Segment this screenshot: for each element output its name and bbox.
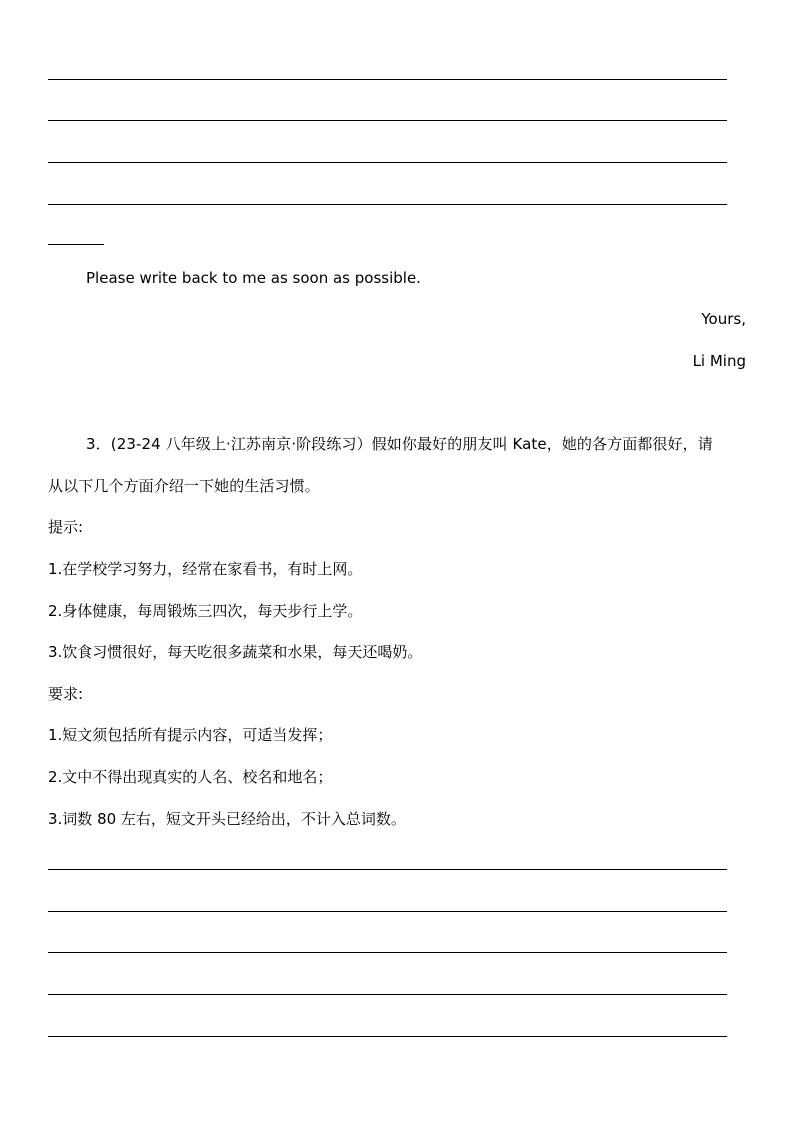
hint-item: 3.饮食习惯很好，每天吃很多蔬菜和水果，每天还喝奶。 bbox=[48, 643, 423, 661]
requirement-item: 3.词数 80 左右，短文开头已经给出，不计入总词数。 bbox=[48, 810, 406, 828]
letter-signoff: Yours, bbox=[701, 310, 746, 328]
writing-line bbox=[48, 120, 727, 121]
letter-signature: Li Ming bbox=[692, 352, 746, 370]
hint-item: 2.身体健康，每周锻炼三四次，每天步行上学。 bbox=[48, 602, 363, 620]
writing-line bbox=[48, 162, 727, 163]
writing-line-end bbox=[48, 244, 104, 245]
requirements-heading: 要求: bbox=[48, 685, 84, 703]
writing-line bbox=[48, 952, 727, 953]
question-3-title: 3．(23-24 八年级上·江苏南京·阶段练习）假如你最好的朋友叫 Kate，她的各方面都很好，请 bbox=[86, 435, 713, 453]
writing-line bbox=[48, 79, 727, 80]
writing-line bbox=[48, 911, 727, 912]
hints-heading: 提示: bbox=[48, 518, 84, 536]
writing-line bbox=[48, 994, 727, 995]
question-3-title-continued: 从以下几个方面介绍一下她的生活习惯。 bbox=[48, 477, 320, 495]
writing-line bbox=[48, 1036, 727, 1037]
requirement-item: 1.短文须包括所有提示内容，可适当发挥； bbox=[48, 726, 333, 744]
writing-line bbox=[48, 869, 727, 870]
hint-item: 1.在学校学习努力，经常在家看书，有时上网。 bbox=[48, 560, 363, 578]
letter-closing-sentence: Please write back to me as soon as possible. bbox=[86, 269, 421, 287]
writing-line bbox=[48, 204, 727, 205]
requirement-item: 2.文中不得出现真实的人名、校名和地名； bbox=[48, 768, 333, 786]
